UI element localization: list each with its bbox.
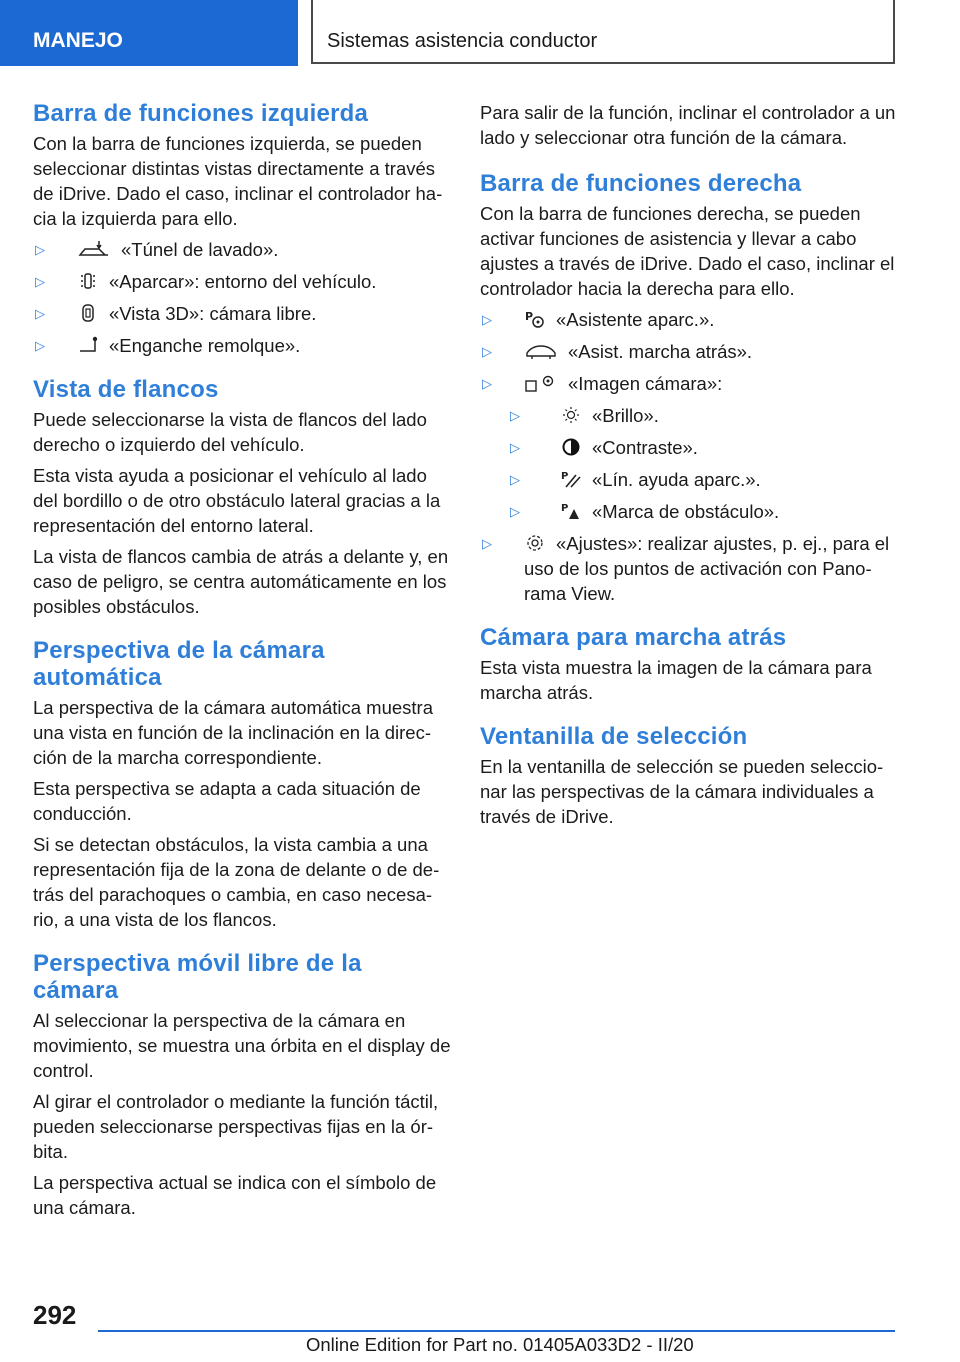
heading: Cámara para marcha atrás xyxy=(480,624,787,651)
paragraph: Con la barra de funciones derecha, se pueden activar funciones de asistencia y llevar a cabo ajustes a través de iDrive. Dado el caso, inclinar el controlador hacia la derecha para ello. xyxy=(480,203,895,299)
section-automatic-camera xyxy=(33,637,453,932)
right-column xyxy=(480,100,900,847)
list-item xyxy=(480,307,900,332)
list-item-label: «Imagen cámara»: xyxy=(568,373,723,394)
heading: Vista de flancos xyxy=(33,376,219,403)
heading: Perspectiva móvil libre de la cámara xyxy=(33,950,362,1004)
reversing-assistant-icon xyxy=(524,341,558,361)
paragraph: Con la barra de funciones izquierda, se pueden seleccionar distintas vistas directamente a través de iDrive. Dado el caso, inclinar el controlador ha-cia la izquierda para ello. xyxy=(33,133,443,229)
section-free-camera xyxy=(33,950,453,1220)
function-list xyxy=(33,237,453,358)
settings-gear-icon xyxy=(524,533,546,553)
section-label: MANEJO xyxy=(0,0,298,66)
edition-note: Online Edition for Part no. 01405A033D2 - II/20 xyxy=(306,1334,694,1355)
section-selection-window xyxy=(480,723,900,829)
list-item-label: «Vista 3D»: cámara libre. xyxy=(109,303,317,324)
paragraph: Para salir de la función, inclinar el controlador a un lado y seleccionar otra función de la cámara. xyxy=(480,102,896,148)
paragraph: Esta vista muestra la imagen de la cámara para marcha atrás. xyxy=(480,657,872,703)
paragraph: Esta vista ayuda a posicionar el vehículo al lado del bordillo o de otro obstáculo lateral gracias a la representación del entorno lateral. xyxy=(33,465,441,536)
bullet-triangle-icon: ▷ xyxy=(482,536,492,551)
list-subitem xyxy=(480,467,900,492)
bullet-triangle-icon: ▷ xyxy=(510,408,520,423)
bullet-triangle-icon: ▷ xyxy=(510,472,520,487)
bullet-triangle-icon: ▷ xyxy=(482,312,492,327)
list-item-label: «Enganche remolque». xyxy=(109,335,301,356)
list-item xyxy=(480,339,900,364)
bullet-triangle-icon: ▷ xyxy=(482,376,492,391)
svg-text:P: P xyxy=(561,471,569,482)
svg-text:P: P xyxy=(561,503,569,514)
heading: Barra de funciones izquierda xyxy=(33,100,369,127)
bullet-triangle-icon: ▷ xyxy=(35,274,45,289)
section-rear-camera xyxy=(480,624,900,705)
parking-guide-lines-icon xyxy=(560,469,582,489)
bullet-triangle-icon: ▷ xyxy=(510,504,520,519)
paragraph: Al seleccionar la perspectiva de la cámara en movimiento, se muestra una órbita en el display de control. xyxy=(33,1010,451,1081)
list-item-label: «Asistente aparc.». xyxy=(556,309,715,330)
list-subitem xyxy=(480,499,900,524)
bullet-triangle-icon: ▷ xyxy=(482,344,492,359)
obstacle-marking-icon xyxy=(560,501,582,521)
list-item xyxy=(33,237,453,262)
heading: Ventanilla de selección xyxy=(480,723,748,750)
brightness-icon xyxy=(560,405,582,425)
list-item-label: «Aparcar»: entorno del vehículo. xyxy=(109,271,377,292)
camera-image-icon xyxy=(524,373,558,393)
list-item xyxy=(480,531,900,606)
list-item xyxy=(33,333,453,358)
list-item-label: «Contraste». xyxy=(592,437,698,458)
trailer-hitch-icon xyxy=(77,335,99,355)
parking-assistant-icon xyxy=(524,309,546,329)
list-item xyxy=(33,301,453,326)
contrast-icon xyxy=(560,437,582,457)
footer-divider xyxy=(98,1330,895,1332)
list-item-label: «Túnel de lavado». xyxy=(121,239,279,260)
paragraph: Si se detectan obstáculos, la vista cambia a una representación fija de la zona de delante o de de-trás del parachoques o cambia, en caso necesa-rio, a una vista de los flancos. xyxy=(33,834,440,930)
list-item-label: «Marca de obstáculo». xyxy=(592,501,780,522)
paragraph: La vista de flancos cambia de atrás a delante y, en caso de peligro, se centra automáticamente en los posibles obstáculos. xyxy=(33,546,449,617)
paragraph: Esta perspectiva se adapta a cada situación de conducción. xyxy=(33,778,421,824)
list-item-label: «Lín. ayuda aparc.». xyxy=(592,469,761,490)
page-header xyxy=(0,0,960,66)
function-list xyxy=(480,307,900,606)
bullet-triangle-icon: ▷ xyxy=(35,242,45,257)
paragraph: En la ventanilla de selección se pueden seleccio-nar las perspectivas de la cámara individuales a través de iDrive. xyxy=(480,756,884,827)
list-item-label: «Asist. marcha atrás». xyxy=(568,341,753,362)
car-wash-icon xyxy=(77,239,111,259)
chapter-title: Sistemas asistencia conductor xyxy=(311,0,895,64)
list-item xyxy=(33,269,453,294)
left-column xyxy=(33,100,453,1238)
heading: Barra de funciones derecha xyxy=(480,170,802,197)
section-right-function-bar xyxy=(480,170,900,606)
list-item-label: «Brillo». xyxy=(592,405,659,426)
svg-text:P: P xyxy=(525,310,534,323)
list-item-label: «Ajustes»: realizar ajustes, p. ej., para el uso de los puntos de activación con Pano-rama View. xyxy=(524,533,890,604)
paragraph: La perspectiva actual se indica con el símbolo de una cámara. xyxy=(33,1172,437,1218)
section-side-view xyxy=(33,376,453,619)
list-subitem xyxy=(480,435,900,460)
list-item xyxy=(480,371,900,396)
paragraph: Puede seleccionarse la vista de flancos del lado derecho o izquierdo del vehículo. xyxy=(33,409,427,455)
bullet-triangle-icon: ▷ xyxy=(35,306,45,321)
list-subitem xyxy=(480,403,900,428)
heading: Perspectiva de la cámara automática xyxy=(33,637,325,691)
section-left-function-bar xyxy=(33,100,453,358)
paragraph: Al girar el controlador o mediante la función táctil, pueden seleccionarse perspectivas fijas en la ór-bita. xyxy=(33,1091,439,1162)
view-3d-icon xyxy=(77,303,99,323)
page-number: 292 xyxy=(33,1300,77,1330)
paragraph: La perspectiva de la cámara automática muestra una vista en función de la inclinación en la direc-ción de la marcha correspondiente. xyxy=(33,697,434,768)
bullet-triangle-icon: ▷ xyxy=(510,440,520,455)
parking-surround-icon xyxy=(77,271,99,291)
bullet-triangle-icon: ▷ xyxy=(35,338,45,353)
